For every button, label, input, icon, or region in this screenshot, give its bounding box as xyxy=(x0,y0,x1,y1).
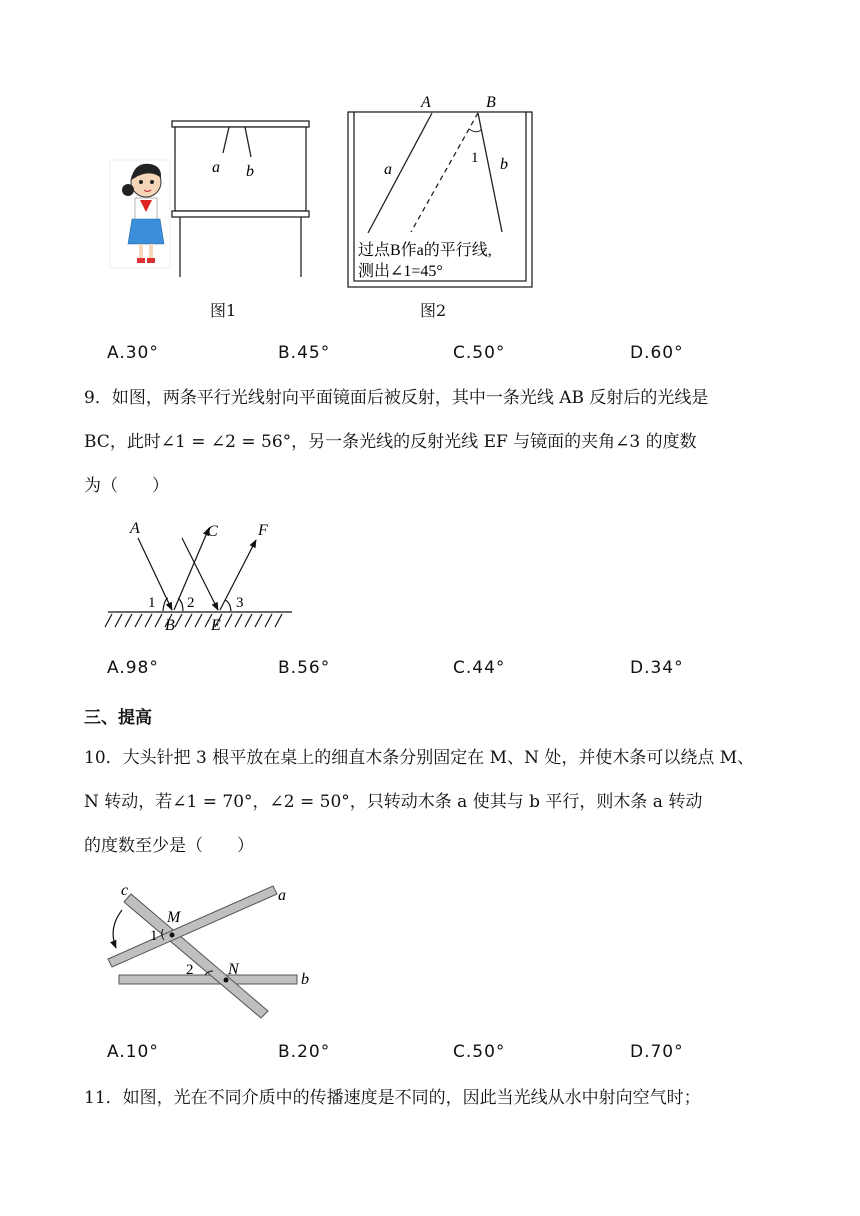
fig1-label-a: a xyxy=(212,159,220,176)
q9-figure xyxy=(100,515,300,635)
q9-label-F: F xyxy=(258,522,268,539)
q10-angle-1: 1 xyxy=(150,928,158,944)
q10-line-3: 的度数至少是（ ） xyxy=(84,836,254,856)
q10-label-a: a xyxy=(278,887,286,904)
q8-option-c: C.50° xyxy=(453,343,506,363)
q9-angle-3: 3 xyxy=(236,595,244,611)
q10-label-b: b xyxy=(301,971,309,988)
q10-label-N: N xyxy=(228,961,239,978)
fig2-label-b: b xyxy=(500,156,508,173)
q9-line-1: 9．如图，两条平行光线射向平面镜面后被反射，其中一条光线 AB 反射后的光线是 xyxy=(84,388,709,408)
fig1-label-b: b xyxy=(246,163,254,180)
q10-option-c: C.50° xyxy=(453,1042,506,1062)
q10-option-d: D.70° xyxy=(630,1042,684,1062)
fig2-label-A: A xyxy=(421,94,431,111)
q9-label-B: B xyxy=(165,617,175,634)
fig2-note-1: 过点B作a的平行线, xyxy=(358,242,492,259)
q10-line-1: 10．大头针把 3 根平放在桌上的细直木条分别固定在 M、N 处，并使木条可以绕点 M、 xyxy=(84,748,755,768)
mirror-hatch xyxy=(105,614,282,627)
q8-option-d: D.60° xyxy=(630,343,684,363)
fig2-label-a: a xyxy=(384,161,392,178)
q9-label-A: A xyxy=(130,520,140,537)
q10-text xyxy=(84,736,804,868)
fig2-angle-1: 1 xyxy=(471,150,479,166)
girl-illustration xyxy=(110,160,170,268)
q9-text xyxy=(84,376,804,508)
q10-label-M: M xyxy=(167,909,181,926)
q9-label-E: E xyxy=(211,617,221,634)
fig2-note-2: 测出∠1=45° xyxy=(358,263,443,280)
fig2-caption: 图2 xyxy=(420,301,447,320)
q9-line-3: 为（ ） xyxy=(84,476,169,496)
q9-option-c: C.44° xyxy=(453,658,506,678)
q9-angle-1: 1 xyxy=(148,595,156,611)
q8-figure xyxy=(100,88,550,323)
q8-option-b: B.45° xyxy=(278,343,331,363)
q11-text xyxy=(84,1076,804,1120)
q9-option-a: A.98° xyxy=(107,658,159,678)
fig2-label-B: B xyxy=(486,94,496,111)
q10-angle-2: 2 xyxy=(186,962,194,978)
q9-line-2: BC，此时∠1 = ∠2 = 56°，另一条光线的反射光线 EF 与镜面的夹角∠3 的度数 xyxy=(84,432,697,452)
q10-figure xyxy=(95,875,325,1025)
q10-option-a: A.10° xyxy=(107,1042,159,1062)
fig2-frame xyxy=(348,112,532,287)
q11-line-1: 11．如图，光在不同介质中的传播速度是不同的，因此当光线从水中射向空气时； xyxy=(84,1088,701,1108)
q9-label-C: C xyxy=(207,523,218,540)
fig1-caption: 图1 xyxy=(210,301,237,320)
section-heading: 三、提高 xyxy=(84,708,152,728)
q10-label-c: c xyxy=(121,882,129,899)
q9-option-b: B.56° xyxy=(278,658,331,678)
q10-line-2: N 转动，若∠1 = 70°，∠2 = 50°，只转动木条 a 使其与 b 平行，则木条 a 转动 xyxy=(84,792,703,812)
q9-option-d: D.34° xyxy=(630,658,684,678)
q9-angle-2: 2 xyxy=(187,595,195,611)
board xyxy=(172,121,309,277)
q10-option-b: B.20° xyxy=(278,1042,331,1062)
q8-option-a: A.30° xyxy=(107,343,159,363)
